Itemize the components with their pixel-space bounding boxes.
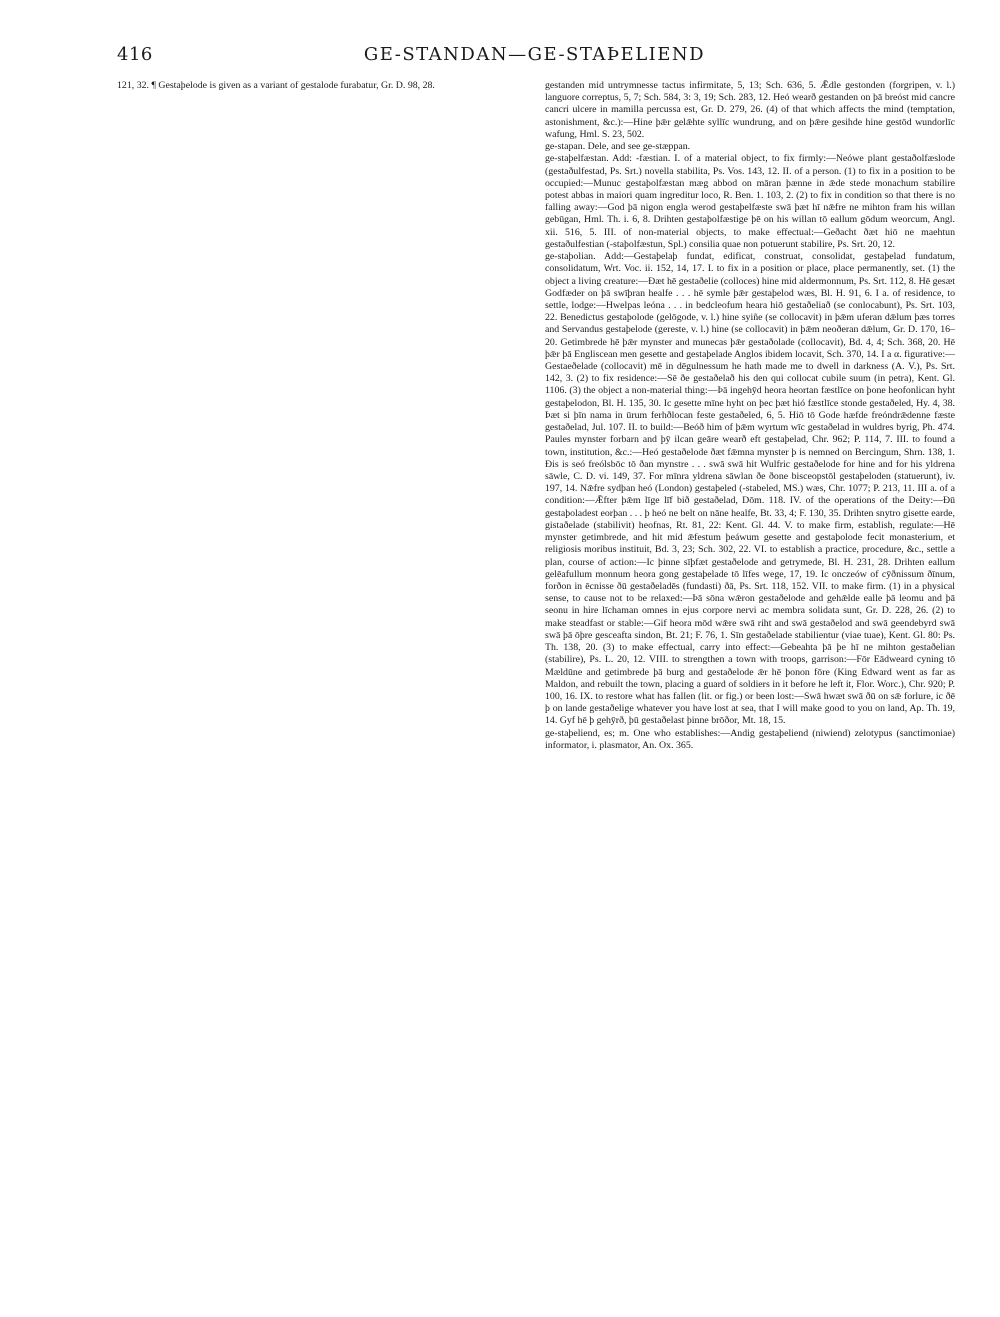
right-column-paragraph: ge-staþelfæstan. Add: -fæstian. I. of a material object, to fix firmly:—Neówe plant gestaðolfæslode (gestaðulfestad, Ps. Srt.) novella stabilita, Ps. Vos. 143, 12. II. of a person. (1) to fix in a position to be occupied:—Munuc gestaþolfæstan mæg abbod on māran þænne in ǣde stede monachum stabilire potest abbas in maiori quam ingreditur loco, R. Ben. 1. 103, 2. (2) to fix in condition so that there is no falling away:—God þā nigon engla werod gestaþelfæste swā þæt hī nǣfre ne mihton fram his willan gebūgan, Hml. Th. i. 6, 8. Drihten gestaþolfæstige þē on his willan tō eallum gōdum weorcum, Angl. xii. 516, 5. III. of non-material objects, to make effectual:—Geðacht ðæt hiō ne maehtun gestaðulfestian (-staþolfæstun, Spl.) consilia quae non potuerunt stabilire, Ps. Srt. 20, 12. xyxy=(545,153,955,250)
page-header xyxy=(117,44,952,70)
right-column-paragraph: ge-staþolian. Add:—Gestaþelaþ fundat, edificat, construat, consolidat, gestaþelad fundatum, consolidatum, Wrt. Voc. ii. 152, 14, 17. I. to fix in a position or place, place permanently, set. (1) the object a living creature:—Ðæt hē gestaðelie (colloces) hine mid aldermonnum, Ps. Srt. 112, 8. Hē gesæt Godfæder on þā swīþran healfe . . . hē symle þǣr gestaþelod wæs, Bl. H. 91, 6. I a. of residence, to settle, lodge:—Hwelpas leóna . . . in bedcleofum heara hiō gestaðeliað (se conlocabunt), Ps. Srt. 103, 22. Benedictus gestaþolode (gelōgode, v. l.) hine syiñe (se collocavit) in þǣm uferan dǣlum þæs torres and Servandus gestaþelode (gereste, v. l.) hine (se collocavit) in þǣm neoðeran dǣlum, Gr. D. 170, 16–20. Getimbrede hē þǣr mynster and munecas þǣr gestaðolade (collocavit), Bd. 4, 4; Sch. 368, 20. Hē þǣr þā Engliscean men gesette and gestaþelade Anglos ibidem locavit, Sch. 370, 14. I a α. figurative:—Gestaeðelade (collocavit) mē in dēgulnessum he hath made me to dwell in darkness (A. V.), Ps. Srt. 142, 3. (2) to fix residence:—Sē ðe gestaðelað his den qui collocat cubile suum (in petra), Kent. Gl. 1106. (3) the object a non-material thing:—Þā ingehȳd heora heortan fæstlīce on þone heofonlican hyht gestaþelodon, Bl. H. 135, 30. Ic gesette mīne hyht on þec þæt hió fæstlīce stonde gestaðeled, Hy. 4, 38. Þæt si þīn nama in ūrum ferhðlocan feste gestaðeled, 6, 5. Hiō tō Gode hæfde freóndrǣdenne fæste gestaðelad, Jul. 107. II. to build:—Beóð him of þǣm wyrtum wīc gestaðelad in wuldres byrig, Ph. 474. Paules mynster forbarn and þȳ ilcan geāre wearð eft gestaþelad, Chr. 962; P. 114, 7. III. to found a town, institution, &c.:—Heó gestaðelode ðæt fǣmna mynster þ is nemned on Bercingum, Shrn. 138, 1. Ðis is seó freólsbōc tō ðan mynstre . . . swā swā hit Wulfric gestaðelode for hine and for his yldrena sāwle, C. D. vi. 149, 37. For mīnra yldrena sāwlan ðe ðone bisceopstōl gestaþeloden (statuerunt), iv. 197, 14. Nǣfre sydþan heó (London) gestaþeled (-stabeled, MS.) wæs, Chr. 1077; P. 213, 11. III a. of a condition:—Ǣfter þǣm līge lī̄f bið gestaðelad, Dōm. 118. IV. of the operations of the Deity:—Ðū gestaþoladest eorþan . . . þ heó ne belt on nāne healfe, Bt. 33, 4; F. 130, 35. Drihten snytro gisette earde, gistaðelade (stabilivit) heofnas, Rt. 81, 22: Kent. Gl. 44. V. to make firm, establish, regulate:—Hē mynster getimbrede, and hit mid ǣfestum þeáwum gesette and gestaþolode fecit monasterium, et religiosis moribus instituit, Bd. 3, 23; Sch. 302, 22. VI. to establish a practice, procedure, &c., settle a plan, course of action:—Ic þinne sīþfæt gestaðelode and getrymede, Bl. H. 231, 28. Drihten eallum gelēafullum monnum heora gong gestaþelade tō līfes wege, 17, 19. Ic onczeów of cȳðnissum ðīnum, forðon in ēcnisse ðū gestaðeladēs (fundasti) ðā, Ps. Srt. 118, 152. VII. to make firm. (1) in a physical sense, to cause not to be relaxed:—Þā sōna wǣron gestaðelode and gehǣlde ealle þā leomu and þā seonu in hire līchaman omnes in ejus corpore nervi ac membra solidata sunt, Gr. D. 228, 26. (2) to make steadfast or stable:—Gif heora mōd wǣre swā riht and swā gestaðelod and swā geendebyrd swā swā þā ōþre gesceafta sindon, Bt. 21; F. 76, 1. Sīn gestaðelade stabilientur (viae tuae), Kent. Gl. 80: Ps. Th. 138, 20. (3) to make effectual, carry into effect:—Gebeahta þā þe hī ne mihton gestaðelian (stabilire), Ps. L. 20, 12. VIII. to strengthen a town with troops, garrison:—Fōr Eādweard cyning tō Mældūne and getimbrede þā burg and gestaðelode ǣr hē þonon fōre (King Edward went as far as Maldon, and rebuilt the town, placing a guard of soldiers in it before he left it, Flor. Worc.), Chr. 920; P. 100, 16. IX. to restore what has fallen (lit. or fig.) or been lost:—Swā hwæt swā ðū on sǣ forlure, ic ðē þ on lande gestaðelige whatever you have lost at sea, that I will make good to you on land, Ap. Th. 19, 14. Gyf hē þ gehȳrð, þū gestaðelast þinne brōðor, Mt. 18, 15. xyxy=(545,251,955,727)
left-column-paragraph: 121, 32. ¶ Gestaþelode is given as a variant of gestalode furabatur, Gr. D. 98, 28. xyxy=(117,80,435,91)
left-column xyxy=(117,80,527,1290)
right-column-paragraph: ge-stapan. Dele, and see ge-stæppan. xyxy=(545,141,691,153)
text-columns xyxy=(117,80,955,1290)
running-title: GE-STANDAN—GE-STAÞELIEND xyxy=(363,44,706,65)
right-column-paragraph: ge-staþeliend, es; m. One who establishes:—Andig gestaþeliend (niwiend) zelotypus (sanctimoniae) informator, i. plasmator, An. Ox. 365. xyxy=(545,727,955,751)
right-column xyxy=(545,80,955,1290)
page-number: 416 xyxy=(117,44,153,65)
right-column-paragraph: gestanden mid untrymnesse tactus infirmitate, 5, 13; Sch. 636, 5. Ǣdle gestonden (forgripen, v. l.) languore correptus, 5, 7; Sch. 584, 3: 3, 19; Sch. 283, 12. Heó wearð gestanden on þā breóst mid cancre cancri ulcere in mamilla percussa est, Gr. D. 279, 26. (4) of that which affects the mind (temptation, astonishment, &c.):—Hine þǣr gelǣhte syllīc wundrung, and on þǣre gesihde hine gestōd wundorlīc wafung, Hml. S. 23, 502. xyxy=(545,80,955,140)
